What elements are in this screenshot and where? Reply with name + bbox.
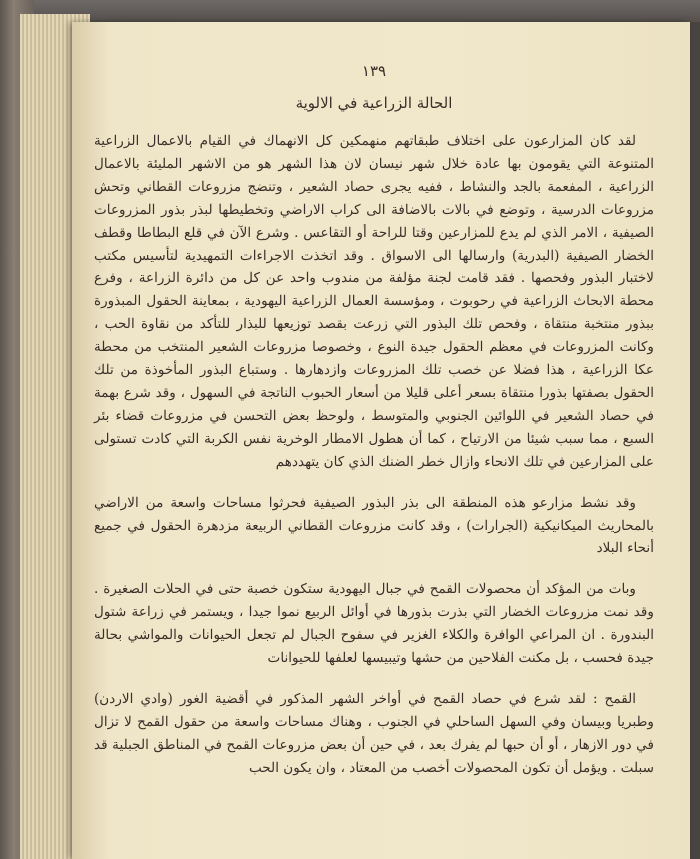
paragraph-2 — [94, 492, 654, 561]
section-heading: الحالة الزراعية في الالوية — [295, 94, 453, 112]
paragraph-4-lead: القمح : — [592, 690, 636, 707]
book-page — [72, 22, 690, 859]
book-cover-top — [0, 0, 700, 22]
paragraph-3-text: وبات من المؤكد أن محصولات القمح في جبال اليهودية ستكون خصبة حتى في الحلات الصغيرة . وقد نمت مزروعات الخضار التي بذرت بذورها في أوائل الربيع نموا جيدا ، ويستمر في زراعة شتول البندورة . ان المراعي الوافرة والكلاء الغزير في سفوح الجبال لم تجعل الحيوانات والمواشي بحالة جيدة فحسب ، بل مكنت الفلاحين من حشها وتيبيسها لعلفها للحيوانات — [94, 581, 654, 667]
paragraph-2-text: وقد نشط مزارعو هذه المنطقة الى بذر البذور الصيفية فحرثوا مساحات واسعة من الاراضي بالمحاريث الميكانيكية (الجرارات) ، وقد كانت مزروعات القطاني الربيعة مزدهرة الحقول في جميع أنحاء البلاد — [94, 494, 654, 557]
paragraph-4-text: لقد شرع في حصاد القمح في أواخر الشهر المذكور في أقضية الغور (وادي الاردن) وطبريا وبيسان وفي السهل الساحلي في الجنوب ، وهناك مساحات واسعة من حقول القمح لا تزال في دور الازهار ، أو أن حبها لم يفرك بعد ، في حين أن بعض مزروعات القمح في المناطق الجبلية قد سبلت . ويؤمل أن تكون المحصولات أخصب من المعتاد ، وان يكون الحب — [94, 690, 654, 776]
page-number: ١٣٩ — [361, 62, 387, 80]
paragraph-3 — [94, 578, 654, 670]
paragraph-1-text: لقد كان المزارعون على اختلاف طبقاتهم منهمكين كل الانهماك في القيام بالاعمال الزراعية المتنوعة التي يقومون بها عادة خلال شهر نيسان لان هذا الشهر هو من الاشهر المليئة بالاعمال الزراعية ، المفعمة بالجد والنشاط ، ففيه يجرى حصاد الشعير ، وتنضج مزروعات القطاني وتحش مزروعات الدرسية ، وتوضع في بالات بالاضافة الى كراب الاراضي وتخطيطها لبذر بذور المزروعات الصيفية ، الامر الذي لم يدع للمزارعين وقتا للراحة أو التقاعس . وشرع الآن في قلع البطاطا وقطف الخضار الصيفية (البدرية) وارسالها الى الاسواق . وقد اتخذت الاجراءات التمهيدية لتأسيس مكتب لاختبار البذور وفحصها . فقد قامت لجنة مؤلفة من مندوب واحد عن كل من دائرة الزراعة ، وفرع محطة الابحاث الزراعية في رحوبوت ، ومؤسسة العمال الزراعية اليهودية ، بمعاينة الحقول المبذورة ببذور منتخبة منتقاة ، وفحص تلك البذور التي زرعت بقصد توزيعها للبذار للتأكد من نقاوة الحب ، وكانت المزروعات في معظم الحقول جيدة النوع ، وخصوصا مزروعات الشعير المنتخب من محطة عكا الزراعية ، هذا فضلا عن خصب تلك المزروعات وازدهارها . وستباع البذور المأخوذة من تلك الحقول بصفتها بذورا منتقاة بسعر أعلى قليلا من أسعار الحبوب الناتجة في السهول ، وقد شرع بهمة في حصاد الشعير في اللوائين الجنوبي والمتوسط ، ولوحظ بعض التحسن في مزروعات قضاء بئر السبع ، مما سبب شيئا من الارتياح ، كما أن هطول الامطار الوخرية نفس الكربة التي كادت تستولى على المزارعين في تلك الانحاء وازال خطر الضنك الذي كان يتهددهم — [94, 133, 654, 470]
paragraph-4 — [94, 688, 654, 780]
page-content — [94, 62, 654, 780]
paragraph-1 — [94, 130, 654, 474]
